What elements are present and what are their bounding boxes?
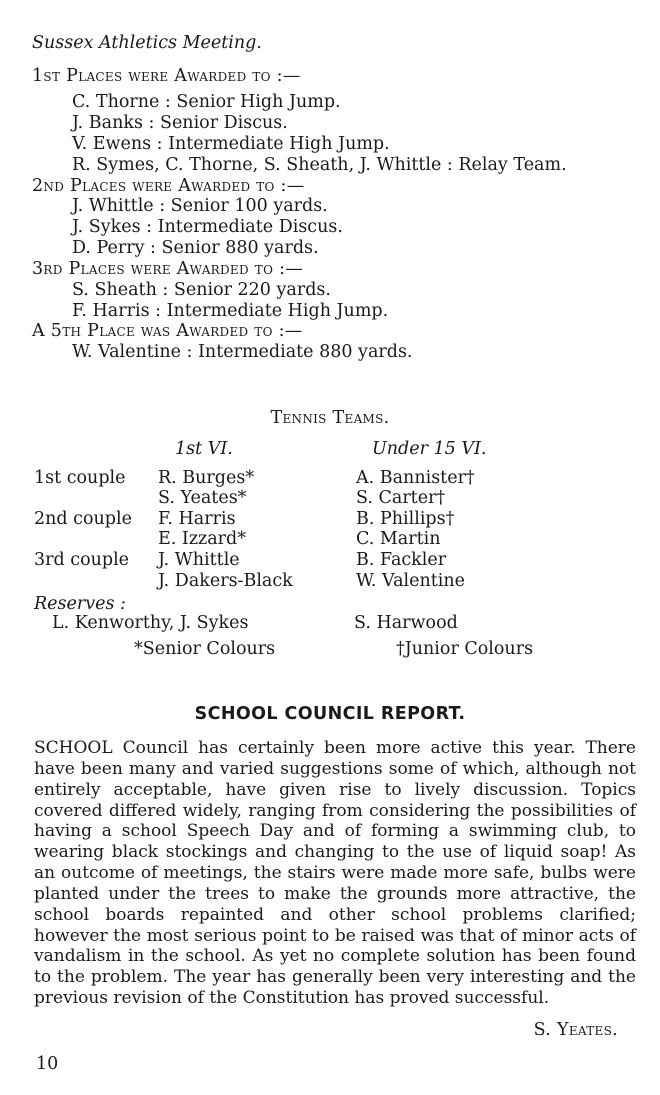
third-place-item: S. Sheath : Senior 220 yards. <box>72 280 331 300</box>
under15-player: S. Carter† <box>356 488 446 508</box>
third-places-heading: 3rd Places were Awarded to :— <box>32 259 304 279</box>
fifth-place-item: W. Valentine : Intermediate 880 yards. <box>72 342 413 362</box>
signature: S. Yeates. <box>533 1020 618 1040</box>
under15-player: A. Bannister† <box>356 468 475 488</box>
first-vi-player: S. Yeates* <box>158 488 247 508</box>
first-place-item: J. Banks : Senior Discus. <box>72 113 288 133</box>
couple-label: 3rd couple <box>34 550 130 570</box>
under15-vi-header: Under 15 VI. <box>372 439 487 459</box>
senior-colours-note: *Senior Colours <box>134 639 276 659</box>
council-report-title: SCHOOL COUNCIL REPORT. <box>194 704 466 724</box>
first-places-heading: 1st Places were Awarded to :— <box>32 66 301 86</box>
junior-colours-note: †Junior Colours <box>396 639 534 659</box>
under15-player: B. Phillips† <box>356 509 455 529</box>
second-places-heading: 2nd Places were Awarded to :— <box>32 176 305 196</box>
couple-label: 1st couple <box>34 468 126 488</box>
first-vi-player: J. Whittle <box>158 550 240 570</box>
under15-player: B. Fackler <box>356 550 447 570</box>
fifth-place-heading: A 5th Place was Awarded to :— <box>32 321 303 341</box>
first-place-item: C. Thorne : Senior High Jump. <box>72 92 341 112</box>
first-vi-player: J. Dakers-Black <box>158 571 293 591</box>
first-place-item: V. Ewens : Intermediate High Jump. <box>72 134 390 154</box>
first-place-item: R. Symes, C. Thorne, S. Sheath, J. Whittle : Relay Team. <box>72 155 567 175</box>
first-vi-player: E. Izzard* <box>158 529 247 549</box>
reserves-under15: S. Harwood <box>354 613 458 633</box>
second-place-item: J. Sykes : Intermediate Discus. <box>72 217 343 237</box>
council-report-body: SCHOOL Council has certainly been more active this year. There have been many and varied suggestions some of which, although not entirely acceptable, have given rise to lively discussion. Topics covered differed widely, ranging from considering the possibilities of having a school Speech Day and of forming a swimming club, to wearing black stockings and changing to the use of liquid soap! As an outcome of meetings, the stairs were made more safe, bulbs were planted under the trees to make the grounds more attractive, the school boards repainted and other school problems clarified; however the most serious point to be raised was that of minor acts of vandalism in the school. As yet no complete solution has been found to the problem. The year has generally been very interesting and the previous revision of the Constitution has proved successful. <box>34 738 636 1009</box>
reserves-label: Reserves : <box>34 594 126 614</box>
second-place-item: D. Perry : Senior 880 yards. <box>72 238 319 258</box>
first-vi-player: F. Harris <box>158 509 236 529</box>
first-vi-header: 1st VI. <box>175 439 233 459</box>
second-place-item: J. Whittle : Senior 100 yards. <box>72 196 328 216</box>
first-vi-player: R. Burges* <box>158 468 255 488</box>
third-place-item: F. Harris : Intermediate High Jump. <box>72 301 389 321</box>
under15-player: C. Martin <box>356 529 441 549</box>
tennis-title: Tennis Teams. <box>270 408 390 428</box>
athletics-title: Sussex Athletics Meeting. <box>32 33 262 53</box>
under15-player: W. Valentine <box>356 571 465 591</box>
reserves-first-vi: L. Kenworthy, J. Sykes <box>52 613 249 633</box>
page-number: 10 <box>36 1054 59 1074</box>
couple-label: 2nd couple <box>34 509 132 529</box>
